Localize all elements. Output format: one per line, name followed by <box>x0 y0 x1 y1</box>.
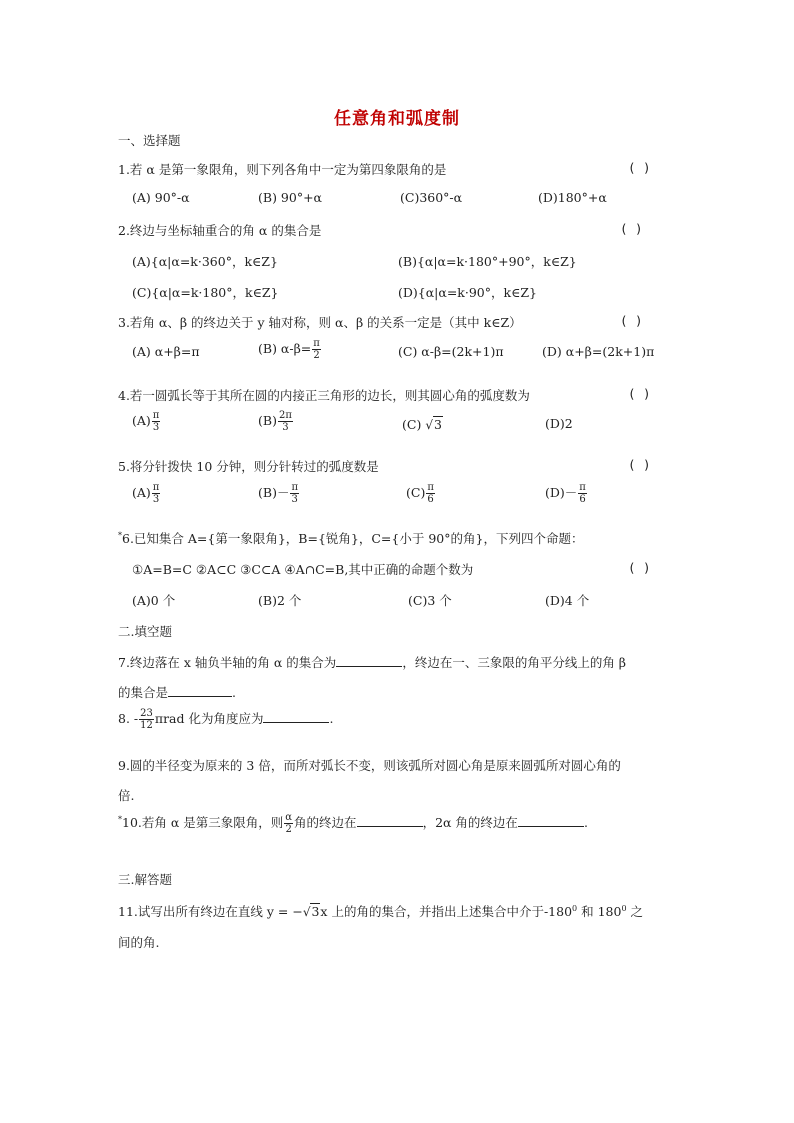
q6-propositions: ①A=B=C ②A⊂C ③C⊂A ④A∩C=B,其中正确的命题个数为 <box>132 562 474 577</box>
q11-mid: 和 180 <box>577 904 622 919</box>
degree-superscript: 0 <box>621 903 627 913</box>
q8-prefix: 8. - <box>118 711 139 726</box>
question-9-line-1: 9.圆的半径变为原来的 3 倍，而所对弧长不变，则该弧所对圆心角是原来圆弧所对圆心角的 <box>118 758 621 773</box>
fraction-numerator: 23 <box>140 708 153 719</box>
q3-option-b <box>258 338 322 361</box>
question-1-text: 1.若 α 是第一象限角，则下列各角中一定为第四象限角的是 <box>118 162 447 177</box>
answer-bracket-1: ( ) <box>628 160 651 175</box>
q1-option-a: (A) 90°-α <box>132 190 190 205</box>
question-5-text: 5.将分针拨快 10 分钟，则分针转过的弧度数是 <box>118 459 379 474</box>
q8-end: . <box>329 711 334 726</box>
fraction <box>152 410 161 433</box>
fraction-denominator: 2 <box>313 350 320 361</box>
fraction-denominator: 2 <box>285 824 292 835</box>
fraction-denominator: 3 <box>282 422 289 433</box>
q6-option-a: (A)0 个 <box>132 593 176 608</box>
q1-option-b: (B) 90°+α <box>258 190 322 205</box>
q4-option-b-label: (B) <box>258 413 277 428</box>
question-4-text: 4.若一圆弧长等于其所在圆的内接正三角形的边长，则其圆心角的弧度数为 <box>118 388 530 403</box>
q10-end: . <box>583 815 588 830</box>
fraction-denominator: 6 <box>579 494 586 505</box>
q3-option-b-label: (B) α-β= <box>258 341 312 356</box>
sqrt-icon: √ <box>425 418 433 432</box>
question-7-line-2 <box>118 683 236 701</box>
q5-option-c <box>406 482 436 505</box>
answer-blank[interactable] <box>168 696 232 697</box>
q10-middle: 角的终边在 <box>294 815 357 830</box>
fraction <box>284 812 293 835</box>
answer-bracket-2: ( ) <box>620 221 643 236</box>
sqrt-icon: √ <box>302 905 311 919</box>
question-3-text: 3.若角 α、β 的终边关于 y 轴对称，则 α、β 的关系一定是（其中 k∈Z） <box>118 315 522 330</box>
q4-option-a <box>132 410 161 433</box>
fraction <box>312 338 321 361</box>
q1-option-d: (D)180°+α <box>538 190 607 205</box>
fraction <box>139 708 154 731</box>
answer-blank[interactable] <box>336 666 402 667</box>
q8-middle: πrad 化为角度应为 <box>154 711 264 726</box>
fraction-numerator: π <box>152 482 160 493</box>
q6-option-c: (C)3 个 <box>408 593 452 608</box>
fraction-denominator: 12 <box>140 720 153 731</box>
q2-option-d: (D){α|α=k·90°，k∈Z} <box>398 285 537 300</box>
question-6-body: 6.已知集合 A={第一象限角}，B={锐角}，C={小于 90°的角}，下列四个命题： <box>122 531 584 546</box>
radicand: 3 <box>433 417 442 432</box>
fraction <box>278 410 293 433</box>
q4-option-c <box>402 416 443 432</box>
q5-option-a-label: (A) <box>132 485 151 500</box>
q3-option-c: (C) α-β=(2k+1)π <box>398 344 504 359</box>
question-8 <box>118 708 333 731</box>
fraction-numerator: π <box>152 410 160 421</box>
fraction <box>152 482 161 505</box>
fraction-numerator: π <box>313 338 320 349</box>
q5-option-d-label: (D)－ <box>545 485 578 500</box>
question-6-text <box>118 529 583 547</box>
section-heading-solve: 三.解答题 <box>118 872 172 887</box>
q7-part-2: ，终边在一、三象限的角平分线上的角 β <box>402 655 627 670</box>
fraction-denominator: 6 <box>427 494 434 505</box>
question-7-line-1 <box>118 653 626 671</box>
q4-option-b <box>258 410 294 433</box>
q7-part-3: 的集合是 <box>118 685 169 700</box>
q1-option-c: (C)360°-α <box>400 190 463 205</box>
document-title: 任意角和弧度制 <box>334 109 460 129</box>
fraction-numerator: 2π <box>278 410 292 421</box>
q5-option-c-label: (C) <box>406 485 426 500</box>
answer-blank[interactable] <box>357 826 423 827</box>
question-9-line-2: 倍. <box>118 788 135 803</box>
q2-option-b: (B){α|α=k·180°+90°，k∈Z} <box>398 254 577 269</box>
q10-middle-2: ，2α 角的终边在 <box>422 815 518 830</box>
q11-prefix: 11.试写出所有终边在直线 y = − <box>118 904 303 919</box>
fraction <box>290 482 299 505</box>
q2-option-a: (A){α|α=k·360°，k∈Z} <box>132 254 278 269</box>
q7-end: . <box>232 685 236 700</box>
fraction <box>578 482 587 505</box>
answer-bracket-6: ( ) <box>628 560 651 575</box>
fraction-numerator: π <box>579 482 586 493</box>
q4-option-c-label: (C) <box>402 417 422 432</box>
q5-option-b <box>258 482 300 505</box>
answer-bracket-4: ( ) <box>628 386 651 401</box>
q3-option-a: (A) α+β=π <box>132 344 200 359</box>
q5-option-d <box>545 482 588 505</box>
fraction-numerator: π <box>291 482 299 493</box>
q6-option-d: (D)4 个 <box>545 593 590 608</box>
answer-blank[interactable] <box>518 826 584 827</box>
radicand: 3 <box>311 904 320 919</box>
question-2-text: 2.终边与坐标轴重合的角 α 的集合是 <box>118 223 322 238</box>
q5-option-b-label: (B)－ <box>258 485 290 500</box>
fraction <box>426 482 435 505</box>
q4-option-a-label: (A) <box>132 413 151 428</box>
q11-post: x 上的角的集合，并指出上述集合中介于-180 <box>320 904 573 919</box>
fraction-denominator: 3 <box>291 494 298 505</box>
q3-option-d: (D) α+β=(2k+1)π <box>542 344 655 359</box>
q2-option-c: (C){α|α=k·180°，k∈Z} <box>132 285 279 300</box>
q7-part-1: 7.终边落在 x 轴负半轴的角 α 的集合为 <box>118 655 337 670</box>
question-11-line-1 <box>118 902 643 920</box>
optional-star-marker: * <box>118 530 122 540</box>
answer-bracket-3: ( ) <box>620 313 643 328</box>
section-heading-fill: 二.填空题 <box>118 624 172 639</box>
fraction-numerator: π <box>427 482 434 493</box>
q6-option-b: (B)2 个 <box>258 593 302 608</box>
fraction-denominator: 3 <box>152 494 160 505</box>
answer-bracket-5: ( ) <box>628 457 651 472</box>
optional-star-marker: * <box>118 814 122 824</box>
answer-blank[interactable] <box>263 722 329 723</box>
fraction-numerator: α <box>285 812 293 823</box>
question-11-line-2: 间的角. <box>118 935 160 950</box>
degree-superscript: 0 <box>572 903 578 913</box>
section-heading-choice: 一、选择题 <box>118 133 181 148</box>
question-10 <box>118 812 588 835</box>
q11-end: 之 <box>626 904 644 919</box>
q10-prefix: 10.若角 α 是第三象限角，则 <box>122 815 284 830</box>
fraction-denominator: 3 <box>152 422 160 433</box>
q4-option-d: (D)2 <box>545 416 573 431</box>
q5-option-a <box>132 482 161 505</box>
